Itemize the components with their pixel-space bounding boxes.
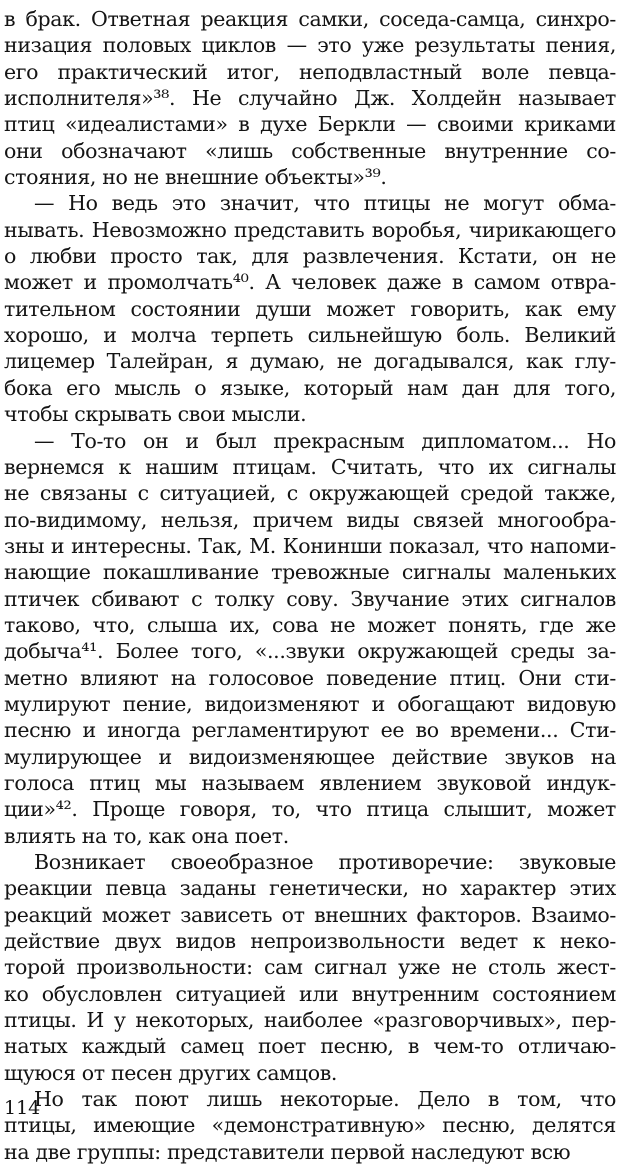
text-line: они обозначают «лишь собственные внутренние со- <box>4 138 616 163</box>
page-text-body <box>4 6 616 1165</box>
text-line: лицемер Талейран, я думаю, не догадывался, как глу- <box>4 349 616 374</box>
text-line: его практический итог, неподвластный воле певца- <box>4 59 616 84</box>
text-line: — То-то он и был прекрасным дипломатом... Но <box>34 428 616 453</box>
text-line: нывать. Невозможно представить воробья, чирикающего <box>4 217 616 242</box>
text-line: чтобы скрывать свои мысли. <box>4 402 307 427</box>
text-line: стояния, но не внешние объекты»³⁹. <box>4 165 387 190</box>
paragraph <box>4 190 616 427</box>
text-line: голоса птиц мы называем явлением звуковой индук- <box>4 770 616 795</box>
text-line: таково, что, слыша их, сова не может понять, где же <box>4 612 616 637</box>
text-line: нающие покашливание тревожные сигналы маленьких <box>4 560 616 585</box>
paragraph <box>4 849 616 1086</box>
text-line: тительном состоянии души может говорить, как ему <box>4 296 616 321</box>
text-line: мулирующее и видоизменяющее действие звуков на <box>4 744 616 769</box>
text-line: на две группы: представители первой наследуют всю <box>4 1139 571 1164</box>
text-line: по-видимому, нельзя, причем виды связей многообра- <box>4 507 616 532</box>
text-line: торой произвольности: сам сигнал уже не столь жест- <box>4 955 616 980</box>
text-line: бока его мысль о языке, который нам дан для того, <box>4 375 616 400</box>
text-line: натых каждый самец поет песню, в чем-то отличаю- <box>4 1034 616 1059</box>
text-line: Но так поют лишь некоторые. Дело в том, что <box>34 1087 616 1112</box>
text-line: — Но ведь это значит, что птицы не могут обма- <box>34 191 616 216</box>
text-line: ции»⁴². Проще говоря, то, что птица слышит, может <box>4 797 616 822</box>
text-line: не связаны с ситуацией, с окружающей средой также, <box>4 481 616 506</box>
text-line: птицы. И у некоторых, наиболее «разговорчивых», пер- <box>4 1008 616 1033</box>
text-line: песню и иногда регламентируют ее во времени... Сти- <box>4 718 616 743</box>
text-line: реакции певца заданы генетически, но характер этих <box>4 876 616 901</box>
text-line: добыча⁴¹. Более того, «...звуки окружающей среды за- <box>4 639 616 664</box>
paragraph <box>4 1086 616 1165</box>
text-line: птицы, имеющие «демонстративную» песню, делятся <box>4 1113 616 1138</box>
text-line: ко обусловлен ситуацией или внутренним состоянием <box>4 981 616 1006</box>
text-line: влиять на то, как она поет. <box>4 823 289 848</box>
text-line: птиц «идеалистами» в духе Беркли — своими криками <box>4 112 616 137</box>
page-number: 114 <box>4 1097 41 1119</box>
text-line: вернемся к нашим птицам. Считать, что их сигналы <box>4 454 616 479</box>
paragraph <box>4 428 616 850</box>
text-line: хорошо, и молча терпеть сильнейшую боль. Великий <box>4 323 616 348</box>
text-line: действие двух видов непроизвольности ведет к неко- <box>4 929 616 954</box>
text-line: может и промолчать⁴⁰. А человек даже в самом отвра- <box>4 270 616 295</box>
text-line: щуюся от песен других самцов. <box>4 1060 338 1085</box>
paragraph <box>4 6 616 190</box>
text-line: в брак. Ответная реакция самки, соседа-самца, синхро- <box>4 7 616 31</box>
text-line: реакций может зависеть от внешних факторов. Взаимо- <box>4 902 616 927</box>
text-line: зны и интересны. Так, М. Конинши показал, что напоми- <box>4 533 616 558</box>
text-line: птичек сбивают с толку сову. Звучание этих сигналов <box>4 586 616 611</box>
text-line: мулируют пение, видоизменяют и обогащают видовую <box>4 691 616 716</box>
text-line: низация половых циклов — это уже результаты пения, <box>4 33 616 58</box>
text-line: Возникает своеобразное противоречие: звуковые <box>34 850 616 874</box>
text-line: метно влияют на голосовое поведение птиц. Они сти- <box>4 665 616 690</box>
text-line: о любви просто так, для развлечения. Кстати, он не <box>4 244 616 269</box>
book-page <box>4 0 616 1164</box>
text-line: исполнителя»³⁸. Не случайно Дж. Холдейн называет <box>4 86 616 111</box>
